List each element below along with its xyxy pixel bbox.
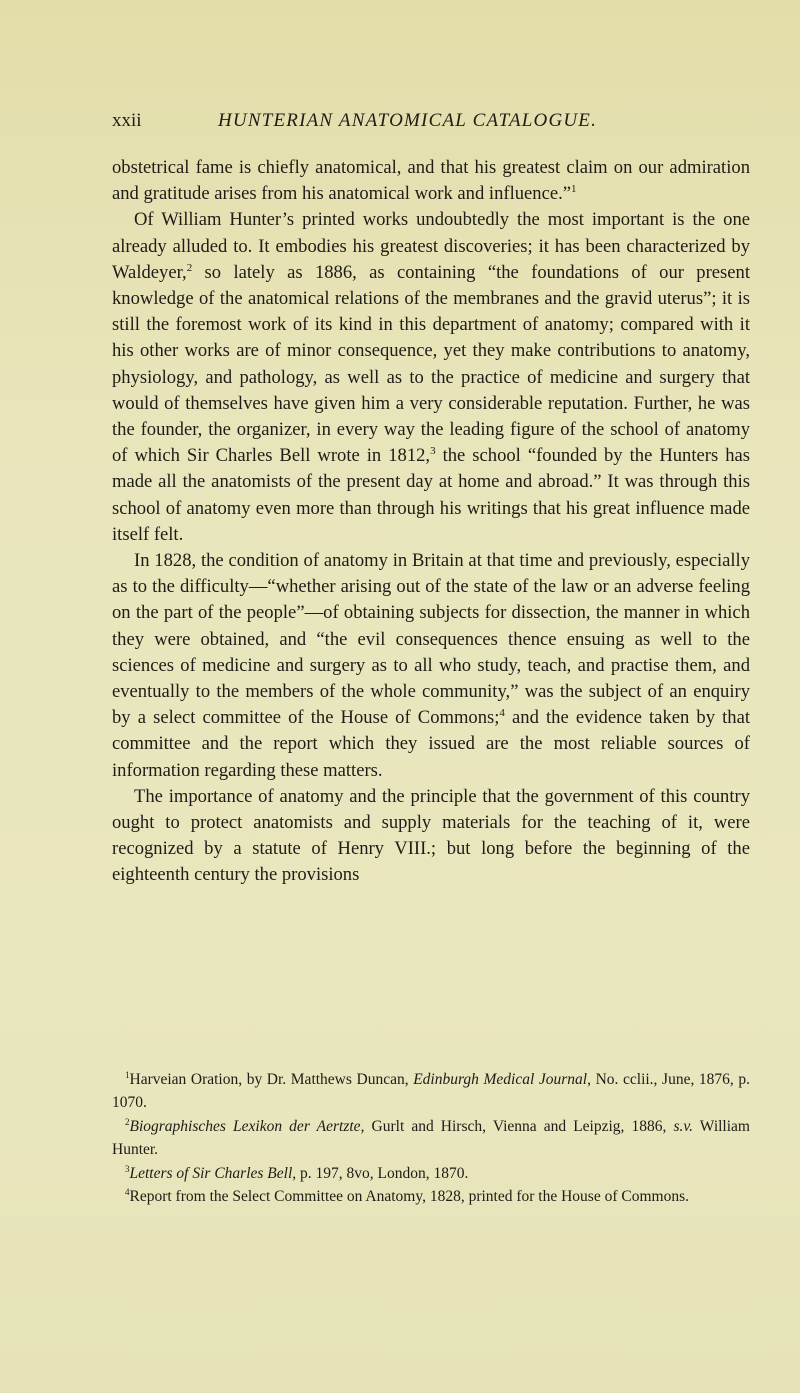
footnote bbox=[112, 1185, 750, 1208]
paragraph bbox=[112, 207, 750, 548]
body-text bbox=[112, 155, 750, 889]
footnote-ref[interactable]: 2 bbox=[186, 261, 193, 274]
paragraph-text: so lately as 1886, as containing “the foundations of our present knowledge of the anatomical relations of the membranes and the gravid uterus”; it is still the foremost work of its kind in this department of anatomy; compared with it his other works are of minor consequence, yet they make contributions to anatomy, physiology, and pathology, as well as to the practice of medicine and surgery that would of themselves have given him a very considerable reputation. Further, he was the founder, the organizer, in every way the leading figure of the school of anatomy of which Sir Charles Bell wrote in 1812, bbox=[112, 261, 750, 467]
footnote-text: , p. 197, 8vo, London, 1870. bbox=[292, 1164, 469, 1182]
footnote-title: Biographisches Lexikon der Aertzte bbox=[129, 1117, 361, 1135]
paragraph-text: and the evidence taken by that committee and the report which they issued are the most reliable sources of information regarding these matters. bbox=[112, 707, 750, 781]
footnote bbox=[112, 1068, 750, 1115]
footnote bbox=[112, 1162, 750, 1185]
footnote-ref[interactable]: 3 bbox=[430, 445, 436, 458]
paragraph-text: In 1828, the condition of anatomy in Britain at that time and previously, especially as to the difficulty—“whether arising out of the state of the law or an adverse feeling on the part of the people”—of obtaining subjects for dissection, the manner in which they were obtained, and “the evil consequences thence ensuing as well to the sciences of medicine and surgery as to all who study, teach, and practise them, and eventually to the members of the whole community,” was the subject of an enquiry by a select committee of the House of Commons; bbox=[112, 550, 750, 729]
running-title: HUNTERIAN ANATOMICAL CATALOGUE. bbox=[218, 110, 598, 131]
footnote-title: Letters of Sir Charles Bell bbox=[129, 1164, 293, 1182]
footnote-text: Report from the Select Committee on Anatomy, 1828, printed for the House of Commons. bbox=[129, 1188, 689, 1206]
footnote-number: 1 bbox=[125, 1070, 130, 1080]
footnote-number: 4 bbox=[125, 1187, 130, 1198]
paragraph-text: obstetrical fame is chiefly anatomical, and that his greatest claim on our admiration and gratitude arises from his anatomical work and influence.” bbox=[112, 157, 750, 205]
paragraph-continued bbox=[112, 155, 750, 207]
footnote-ref[interactable]: 4 bbox=[499, 707, 505, 720]
footnote-abbrev: s.v. bbox=[673, 1117, 693, 1135]
footnote-text: Harveian Oration, by Dr. Matthews Duncan, bbox=[129, 1071, 414, 1088]
footnote-title: Edinburgh Medical Journal bbox=[413, 1071, 588, 1088]
footnote bbox=[112, 1115, 750, 1162]
page-number: xxii bbox=[112, 110, 142, 131]
footnote-text: , No. cclii., June, 1876, p. 1070. bbox=[112, 1071, 751, 1112]
footnote-ref[interactable]: 1 bbox=[571, 183, 577, 196]
footnote-number: 3 bbox=[125, 1163, 130, 1174]
paragraph-text: the school “founded by the Hunters has made all the anatomists of the present day at home and abroad.” It was through this school of anatomy even more than through his writings that his great influence made itself felt. bbox=[112, 445, 750, 545]
paragraph bbox=[112, 548, 750, 784]
paragraph-text: Of William Hunter’s printed works undoubtedly the most important is the one already alluded to. It embodies his greatest discoveries; it has been characterized by Waldeyer, bbox=[112, 209, 750, 283]
footnote-text: , Gurlt and Hirsch, Vienna and Leipzig, 1886, bbox=[360, 1117, 674, 1135]
footnote-number: 2 bbox=[125, 1116, 130, 1127]
footnotes bbox=[112, 1068, 750, 1208]
running-head bbox=[112, 110, 750, 140]
paragraph: The importance of anatomy and the principle that the government of this country ought to protect anatomists and supply materials for the teaching of it, were recognized by a statute of Henry VIII.; but long before the beginning of the eighteenth century the provisions bbox=[112, 785, 750, 886]
footnote-text: William Hunter. bbox=[112, 1117, 750, 1159]
